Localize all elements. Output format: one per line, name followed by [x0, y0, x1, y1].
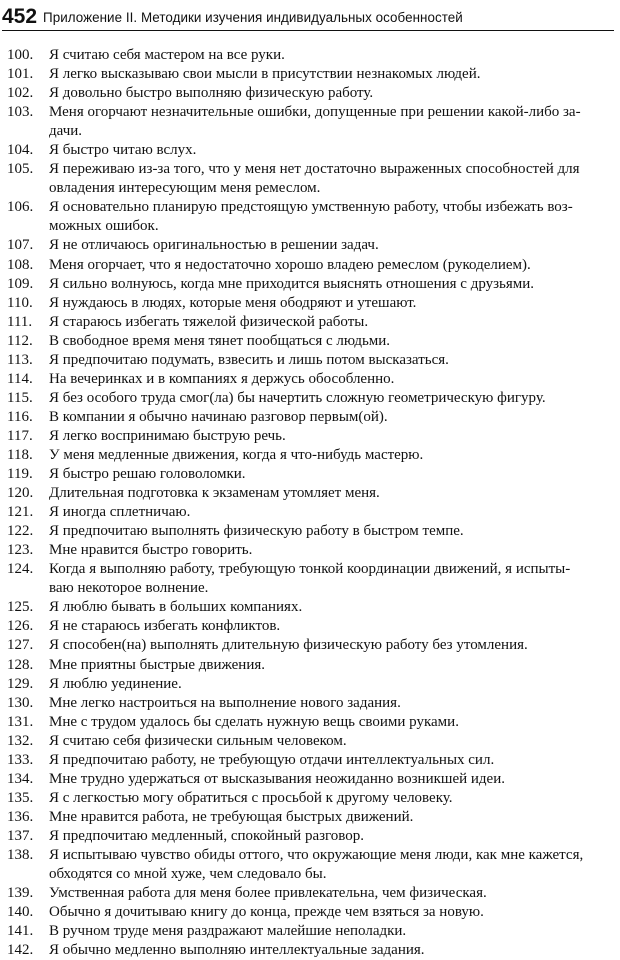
item-number: 117. — [7, 427, 33, 444]
item-text-line: обходятся со мной хуже, чем следовало бы. — [49, 866, 327, 883]
questionnaire-item — [0, 732, 620, 751]
item-text — [49, 713, 611, 732]
item-number: 105. — [7, 161, 34, 178]
item-number: 103. — [7, 104, 34, 121]
questionnaire-item — [0, 141, 620, 160]
item-text-line: Я легко воспринимаю быструю речь. — [49, 427, 286, 444]
item-text-line: У меня медленные движения, когда я что-нибудь мастерю. — [49, 446, 424, 463]
item-text — [49, 84, 611, 103]
item-text-line: Мне нравится быстро говорить. — [49, 542, 253, 559]
item-number: 140. — [7, 904, 34, 921]
questionnaire-item — [0, 351, 620, 370]
questionnaire-item — [0, 294, 620, 313]
item-text-line: Я не стараюсь избегать конфликтов. — [49, 618, 281, 635]
questionnaire-item — [0, 598, 620, 617]
item-number: 138. — [7, 846, 34, 863]
item-number: 112. — [7, 332, 33, 349]
item-text-line: Я предпочитаю медленный, спокойный разговор. — [49, 827, 365, 844]
questionnaire-item — [0, 884, 620, 903]
item-number: 106. — [7, 199, 34, 216]
item-text-line: Меня огорчает, что я недостаточно хорошо владею ремеслом (рукоделием). — [49, 256, 531, 273]
item-text — [49, 370, 611, 389]
item-text — [49, 541, 611, 560]
item-text — [49, 617, 611, 636]
item-number: 129. — [7, 675, 34, 692]
item-text-line: Я быстро решаю головоломки. — [49, 466, 246, 483]
questionnaire-item — [0, 827, 620, 846]
item-text-line: Я люблю бывать в больших компаниях. — [49, 599, 303, 616]
item-text — [49, 694, 611, 713]
item-number: 104. — [7, 142, 34, 159]
item-number: 125. — [7, 599, 34, 616]
item-number: 126. — [7, 618, 34, 635]
questionnaire-item — [0, 808, 620, 827]
item-text-line: овладения интересующим меня ремеслом. — [49, 180, 321, 197]
item-text-line: Мне легко настроиться на выполнение нового задания. — [49, 694, 401, 711]
questionnaire-item — [0, 198, 620, 236]
item-number: 130. — [7, 694, 34, 711]
item-text — [49, 275, 611, 294]
item-text — [49, 294, 611, 313]
item-text-line: Я легко высказываю свои мысли в присутствии незнакомых людей. — [49, 66, 481, 83]
questionnaire-item — [0, 675, 620, 694]
questionnaire-item — [0, 103, 620, 141]
item-text-line: дачи. — [49, 123, 83, 140]
questionnaire-item — [0, 84, 620, 103]
item-number: 135. — [7, 789, 34, 806]
item-number: 100. — [7, 47, 34, 63]
item-number: 136. — [7, 808, 34, 825]
item-text — [49, 446, 611, 465]
questionnaire-item — [0, 922, 620, 941]
questionnaire-item — [0, 770, 620, 789]
item-text — [49, 922, 611, 941]
questionnaire-item — [0, 465, 620, 484]
item-number: 137. — [7, 827, 34, 844]
item-number: 115. — [7, 389, 33, 406]
item-text-line: Я сильно волнуюсь, когда мне приходится выяснять отношения с друзьями. — [49, 275, 535, 292]
item-text-line: Я предпочитаю работу, не требующую отдачи интеллектуальных сил. — [49, 751, 495, 768]
item-text — [49, 65, 611, 84]
item-number: 114. — [7, 370, 33, 387]
item-text-line: Я испытываю чувство обиды оттого, что окружающие меня люди, как мне кажется, — [49, 846, 584, 863]
item-text — [49, 656, 611, 675]
questionnaire-item — [0, 694, 620, 713]
item-text — [49, 903, 611, 922]
item-text — [49, 732, 611, 751]
item-text-line: Мне нравится работа, не требующая быстрых движений. — [49, 808, 414, 825]
item-text — [49, 198, 611, 236]
item-number: 118. — [7, 446, 33, 463]
questionnaire-item — [0, 275, 620, 294]
item-number: 131. — [7, 713, 34, 730]
questionnaire-item — [0, 484, 620, 503]
item-text-line: Я основательно планирую предстоящую умственную работу, чтобы избежать воз- — [49, 199, 573, 216]
item-text-line: Когда я выполняю работу, требующую тонкой координации движений, я испыты- — [49, 561, 571, 578]
questionnaire-item — [0, 446, 620, 465]
item-text — [49, 884, 611, 903]
item-text — [49, 332, 611, 351]
questionnaire-item — [0, 541, 620, 560]
questionnaire-item — [0, 370, 620, 389]
item-number: 102. — [7, 85, 34, 102]
questionnaire-item — [0, 713, 620, 732]
item-text — [49, 408, 611, 427]
questionnaire-item — [0, 846, 620, 884]
item-number: 101. — [7, 66, 34, 83]
item-number: 113. — [7, 351, 33, 368]
item-number: 133. — [7, 751, 34, 768]
item-text-line: ваю некоторое волнение. — [49, 580, 209, 597]
item-text — [49, 522, 611, 541]
item-text — [49, 560, 611, 598]
questionnaire-item — [0, 751, 620, 770]
running-title: Приложение II. Методики изучения индивидуальных особенностей — [43, 10, 463, 25]
questionnaire-item — [0, 656, 620, 675]
questionnaire-item — [0, 560, 620, 598]
item-text-line: Я предпочитаю подумать, взвесить и лишь потом высказаться. — [49, 351, 449, 368]
item-text — [49, 103, 611, 141]
item-text — [49, 389, 611, 408]
item-text — [49, 465, 611, 484]
item-text-line: Умственная работа для меня более привлекательна, чем физическая. — [49, 885, 487, 902]
questionnaire-item — [0, 160, 620, 198]
item-number: 108. — [7, 256, 34, 273]
item-text — [49, 846, 611, 884]
questionnaire-item — [0, 903, 620, 922]
item-text-line: Я люблю уединение. — [49, 675, 182, 692]
item-number: 134. — [7, 770, 34, 787]
item-number: 107. — [7, 237, 34, 254]
page-number: 452 — [2, 5, 38, 28]
questionnaire-item — [0, 313, 620, 332]
questionnaire-item — [0, 389, 620, 408]
questionnaire-items — [0, 46, 620, 960]
item-text — [49, 598, 611, 617]
item-text-line: В компании я обычно начинаю разговор первым(ой). — [49, 408, 388, 425]
item-text — [49, 751, 611, 770]
item-text-line: Обычно я дочитываю книгу до конца, прежде чем взяться за новую. — [49, 904, 484, 921]
item-number: 123. — [7, 542, 34, 559]
item-text-line: В свободное время меня тянет пообщаться с людьми. — [49, 332, 391, 349]
item-number: 121. — [7, 504, 34, 521]
item-text — [49, 313, 611, 332]
item-text — [49, 675, 611, 694]
item-number: 119. — [7, 466, 33, 483]
item-text-line: Я способен(на) выполнять длительную физическую работу без утомления. — [49, 637, 528, 654]
item-text — [49, 789, 611, 808]
questionnaire-item — [0, 941, 620, 960]
item-text-line: Мне с трудом удалось бы сделать нужную вещь своими руками. — [49, 713, 459, 730]
item-text — [49, 770, 611, 789]
item-number: 120. — [7, 485, 34, 502]
questionnaire-item — [0, 256, 620, 275]
item-text-line: Я быстро читаю вслух. — [49, 142, 197, 159]
item-text-line: Я обычно медленно выполняю интеллектуальные задания. — [49, 942, 425, 959]
item-text — [49, 351, 611, 370]
item-number: 141. — [7, 923, 34, 940]
questionnaire-item — [0, 617, 620, 636]
item-text-line: Меня огорчают незначительные ошибки, допущенные при решении какой-либо за- — [49, 104, 581, 121]
item-text-line: Я нуждаюсь в людях, которые меня ободряют и утешают. — [49, 294, 417, 311]
item-text-line: Я считаю себя мастером на все руки. — [49, 47, 285, 63]
item-text — [49, 256, 611, 275]
item-text-line: В ручном труде меня раздражают малейшие неполадки. — [49, 923, 407, 940]
item-number: 111. — [7, 313, 33, 330]
item-text-line: Я считаю себя физически сильным человеком. — [49, 732, 347, 749]
item-text — [49, 141, 611, 160]
questionnaire-item — [0, 427, 620, 446]
item-number: 132. — [7, 732, 34, 749]
item-number: 110. — [7, 294, 33, 311]
item-text-line: Я с легкостью могу обратиться с просьбой к другому человеку. — [49, 789, 453, 806]
item-text — [49, 46, 611, 65]
item-text — [49, 808, 611, 827]
item-text-line: На вечеринках и в компаниях я держусь обособленно. — [49, 370, 395, 387]
item-text-line: Мне трудно удержаться от высказывания неожиданно возникшей идеи. — [49, 770, 505, 787]
item-text — [49, 827, 611, 846]
item-number: 142. — [7, 942, 34, 959]
item-text — [49, 427, 611, 446]
item-number: 124. — [7, 561, 34, 578]
questionnaire-item — [0, 408, 620, 427]
item-number: 127. — [7, 637, 34, 654]
questionnaire-item — [0, 236, 620, 255]
item-text — [49, 484, 611, 503]
item-number: 122. — [7, 523, 34, 540]
item-number: 116. — [7, 408, 33, 425]
questionnaire-item — [0, 503, 620, 522]
item-text-line: Я без особого труда смог(ла) бы начертить сложную геометрическую фигуру. — [49, 389, 546, 406]
running-header — [2, 0, 614, 31]
item-text-line: Мне приятны быстрые движения. — [49, 656, 265, 673]
item-text — [49, 160, 611, 198]
item-text — [49, 636, 611, 655]
item-text-line: Длительная подготовка к экзаменам утомляет меня. — [49, 485, 380, 502]
questionnaire-item — [0, 522, 620, 541]
item-number: 139. — [7, 885, 34, 902]
item-text-line: Я переживаю из-за того, что у меня нет достаточно выраженных способностей для — [49, 161, 580, 178]
questionnaire-item — [0, 789, 620, 808]
item-text — [49, 941, 611, 960]
item-number: 128. — [7, 656, 34, 673]
item-text — [49, 236, 611, 255]
item-text-line: Я стараюсь избегать тяжелой физической работы. — [49, 313, 369, 330]
item-number: 109. — [7, 275, 34, 292]
item-text-line: Я довольно быстро выполняю физическую работу. — [49, 85, 374, 102]
item-text-line: Я предпочитаю выполнять физическую работу в быстром темпе. — [49, 523, 464, 540]
item-text — [49, 503, 611, 522]
item-text-line: Я не отличаюсь оригинальностью в решении задач. — [49, 237, 379, 254]
questionnaire-item — [0, 65, 620, 84]
item-text-line: Я иногда сплетничаю. — [49, 504, 191, 521]
questionnaire-item — [0, 332, 620, 351]
item-text-line: можных ошибок. — [49, 218, 159, 235]
questionnaire-item — [0, 46, 620, 65]
questionnaire-item — [0, 636, 620, 655]
